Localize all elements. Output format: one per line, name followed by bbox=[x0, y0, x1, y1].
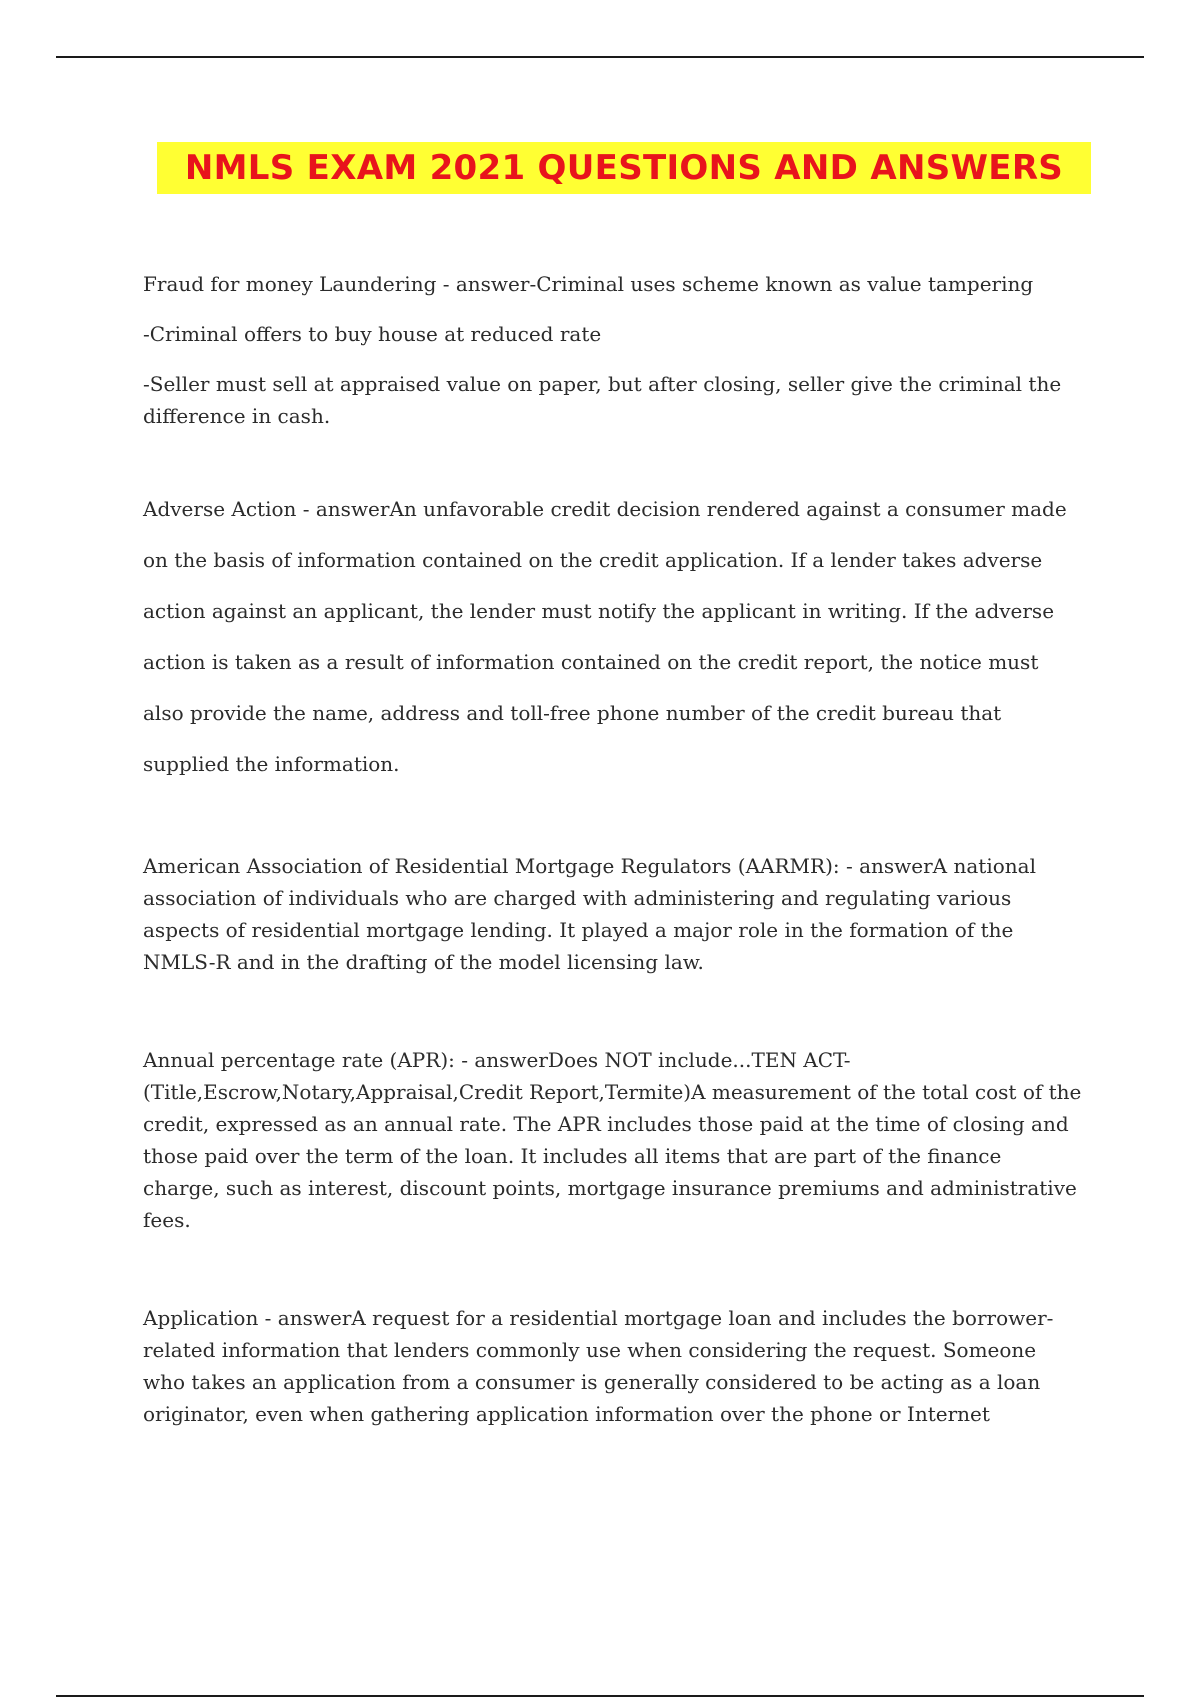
entry-apr: Annual percentage rate (APR): - answerDoes NOT include...TEN ACT- (Title,Escrow,Notary,Appraisal,Credit Report,Termite)A measurement of the total cost of the credit, expressed as an annual rate. The APR includes those paid at the time of closing and those paid over the term of the loan. It includes all items that are part of the finance charge, such as interest, discount points, mortgage insurance premiums and administrative fees. bbox=[143, 1048, 1082, 1232]
entry-fraud-money-laundering: Fraud for money Laundering - answer-Criminal uses scheme known as value tampering bbox=[143, 272, 1034, 296]
top-divider bbox=[56, 56, 1144, 58]
entry-fraud-detail-1: -Criminal offers to buy house at reduced rate bbox=[143, 322, 602, 346]
entry-application: Application - answerA request for a residential mortgage loan and includes the borrower-related information that lenders commonly use when considering the request. Someone who takes an application from a consumer is generally considered to be acting as a loan originator, even when gathering application information over the phone or Internet bbox=[143, 1306, 1054, 1426]
document-title: NMLS EXAM 2021 QUESTIONS AND ANSWERS bbox=[184, 148, 1064, 188]
entry-aarmr: American Association of Residential Mortgage Regulators (AARMR): - answerA national association of individuals who are charged with administering and regulating various aspects of residential mortgage lending. It played a major role in the formation of the NMLS-R and in the drafting of the model licensing law. bbox=[143, 854, 1036, 974]
bottom-divider bbox=[56, 1695, 1144, 1697]
qa-content bbox=[143, 268, 1083, 1430]
entry-fraud-detail-2: -Seller must sell at appraised value on paper, but after closing, seller give the criminal the difference in cash. bbox=[143, 372, 1062, 428]
title-highlight bbox=[157, 142, 1091, 194]
entry-adverse-action: Adverse Action - answerAn unfavorable credit decision rendered against a consumer made on the basis of information contained on the credit application. If a lender takes adverse action against an applicant, the lender must notify the applicant in writing. If the adverse action is taken as a result of information contained on the credit report, the notice must also provide the name, address and toll-free phone number of the credit bureau that supplied the information. bbox=[143, 497, 1067, 776]
